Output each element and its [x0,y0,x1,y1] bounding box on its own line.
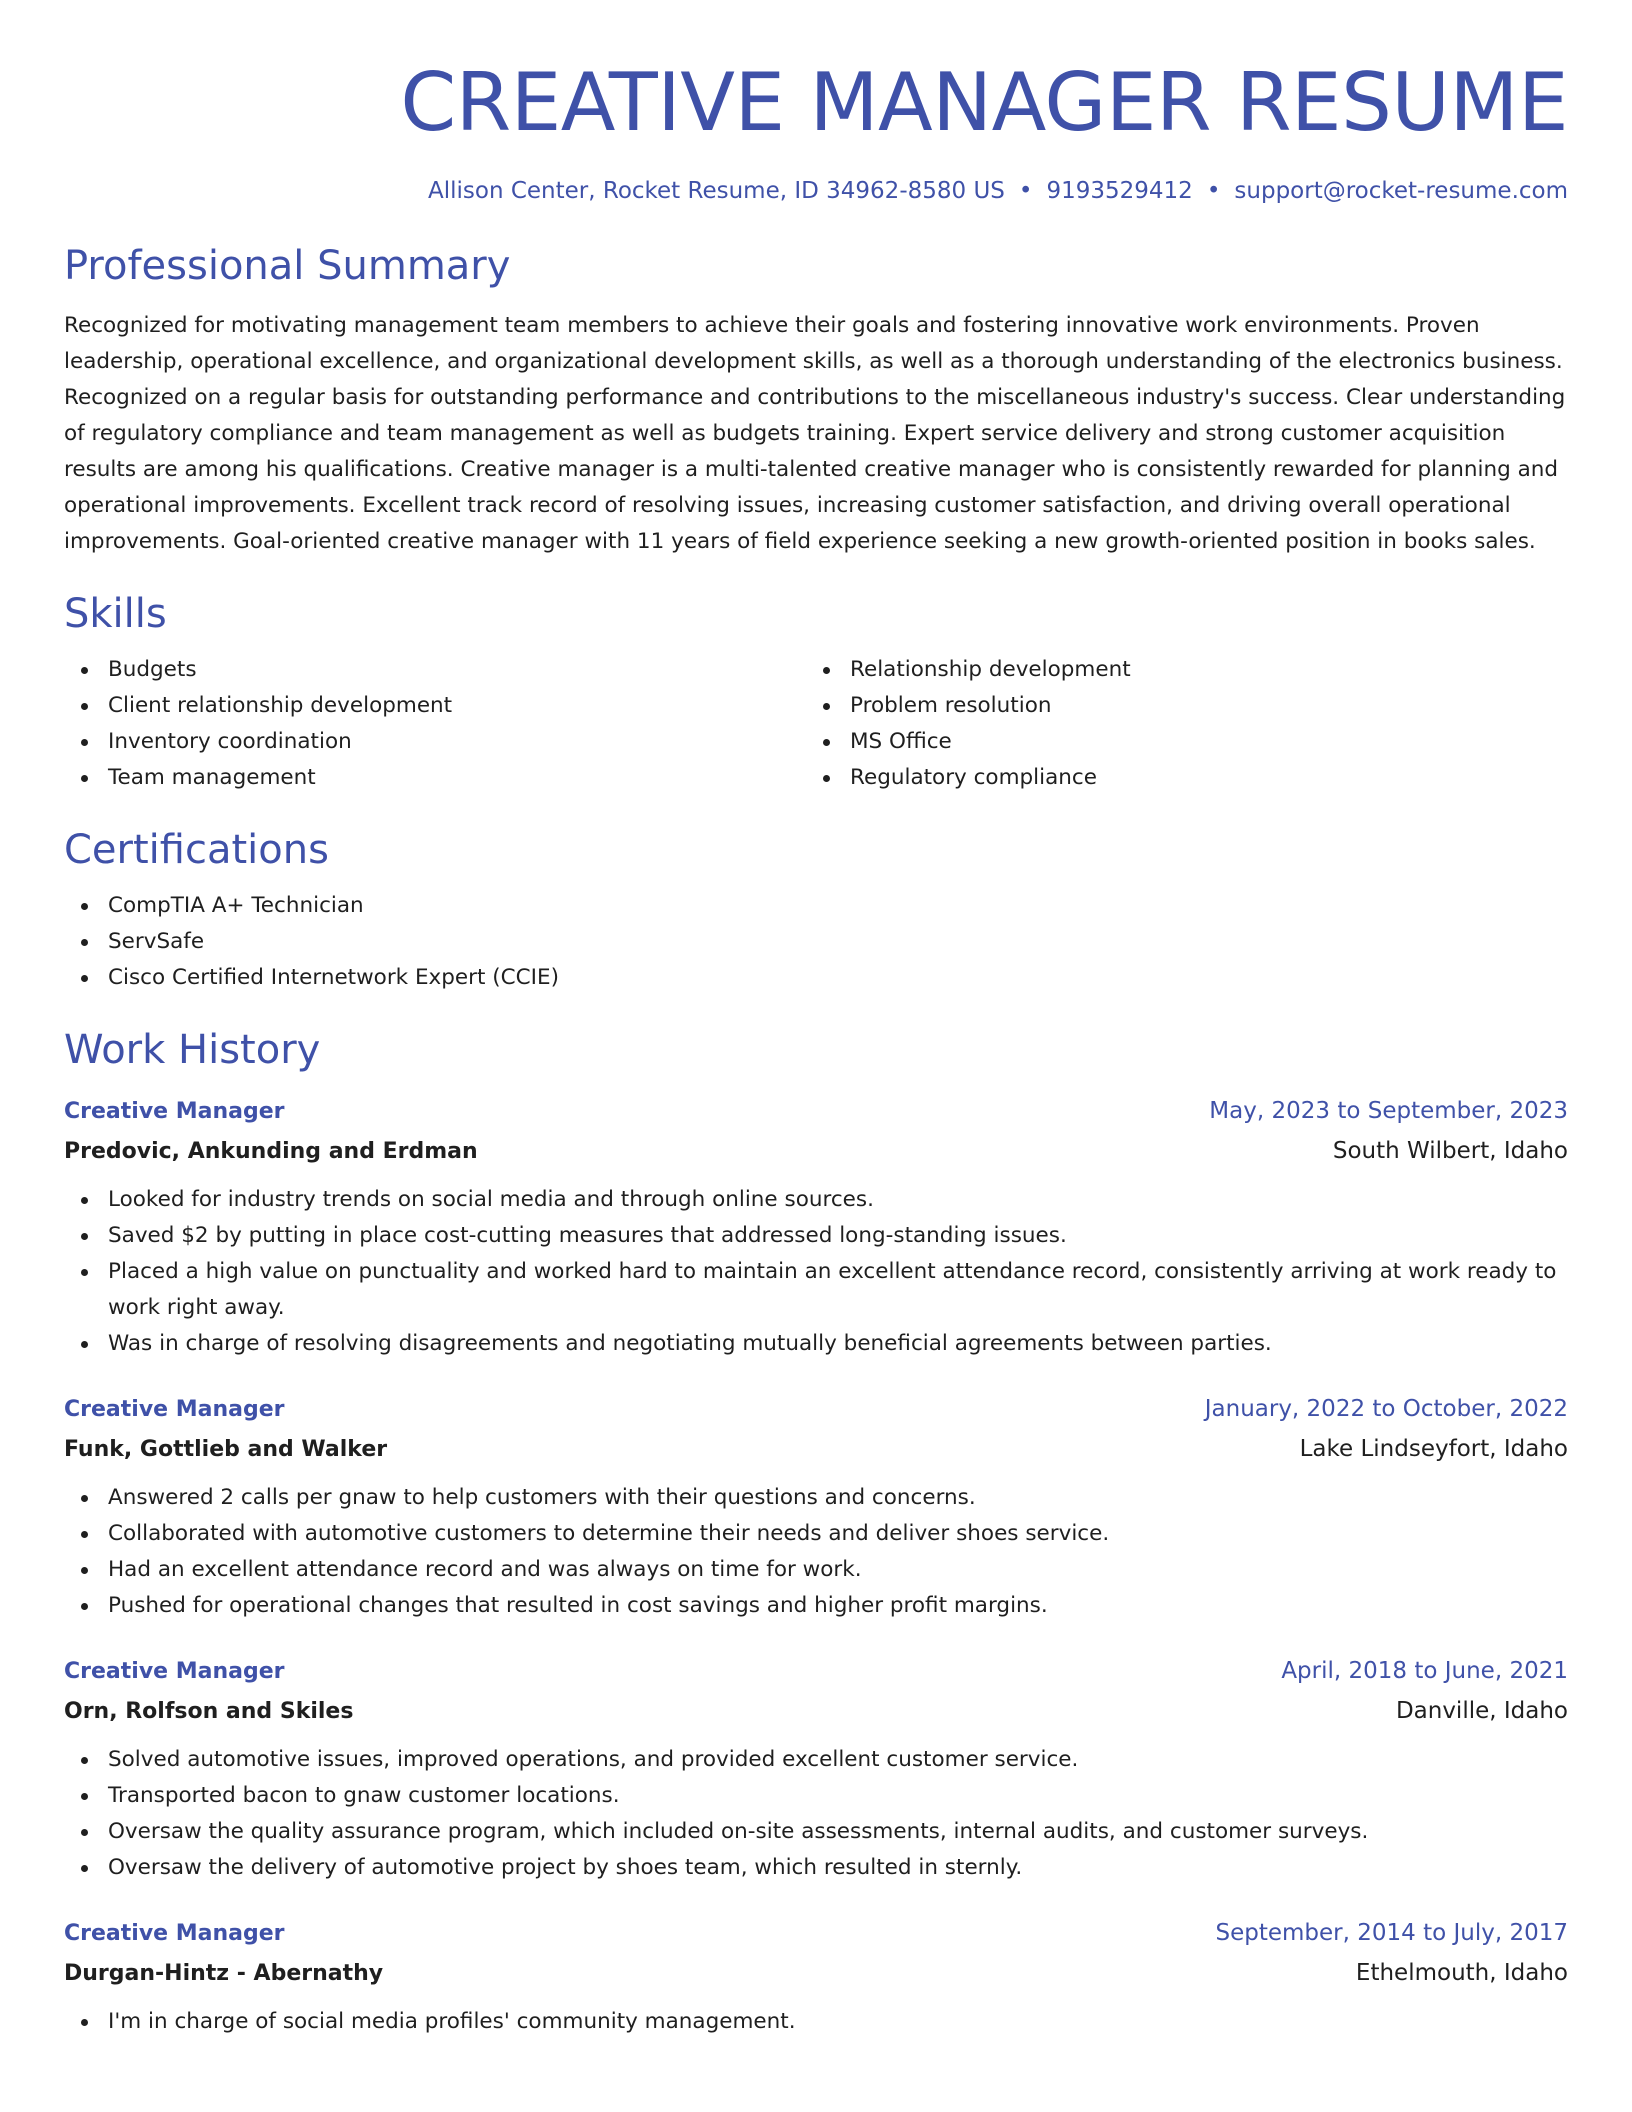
job-entry [64,1092,1568,1362]
certification-item: CompTIA A+ Technician [108,888,1568,924]
skill-item: Problem resolution [850,688,1548,724]
skill-item: Client relationship development [108,688,806,724]
contact-line [64,176,1568,206]
job-bullet: Transported bacon to gnaw customer locations. [108,1778,1568,1814]
job-company: Durgan-Hintz - Abernathy [64,1961,384,1986]
job-bullets [64,2004,1568,2040]
job-bullet: I'm in charge of social media profiles' community management. [108,2004,1568,2040]
job-dates: September, 2014 to July, 2017 [1215,1920,1568,1946]
job-bullets [64,1182,1568,1362]
job-bullet: Was in charge of resolving disagreements and negotiating mutually beneficial agreements between parties. [108,1326,1568,1362]
job-title: Creative Manager [64,1397,285,1422]
job-dates: January, 2022 to October, 2022 [1204,1396,1568,1422]
job-entry [64,1914,1568,2040]
job-title: Creative Manager [64,1659,285,1684]
summary-text: Recognized for motivating management team members to achieve their goals and fostering innovative work environments. Proven leadership, operational excellence, and organizational development skills, as well as a thorough understanding of the electronics business. Recognized on a regular basis for outstanding performance and contributions to the miscellaneous industry's success. Clear understanding of regulatory compliance and team management as well as budgets training. Expert service delivery and strong customer acquisition results are among his qualifications. Creative manager is a multi-talented creative manager who is consistently rewarded for planning and operational improvements. Excellent track record of resolving issues, increasing customer satisfaction, and driving overall operational improvements. Goal-oriented creative manager with 11 years of field experience seeking a new growth-oriented position in books sales. [64,313,1566,554]
skill-item: Team management [108,760,806,796]
job-bullet: Had an excellent attendance record and was always on time for work. [108,1552,1568,1588]
job-company: Funk, Gottlieb and Walker [64,1437,388,1462]
skill-item: Regulatory compliance [850,760,1548,796]
job-company: Predovic, Ankunding and Erdman [64,1139,478,1164]
work-history-heading: Work History [64,1027,321,1073]
certifications-list [64,888,1568,996]
skills-column-right [806,652,1548,796]
skills-column-left [64,652,806,796]
certification-item: ServSafe [108,924,1568,960]
job-dates: April, 2018 to June, 2021 [1281,1658,1568,1684]
job-location: South Wilbert, Idaho [1332,1138,1568,1164]
certifications-heading: Certifications [64,827,329,873]
summary-heading: Professional Summary [64,243,511,289]
job-dates: May, 2023 to September, 2023 [1209,1098,1568,1124]
job-bullet: Pushed for operational changes that resulted in cost savings and higher profit margins. [108,1588,1568,1624]
job-entry [64,1390,1568,1624]
contact-phone[interactable]: 9193529412 [1046,178,1193,204]
contact-separator: • [1018,178,1033,204]
job-bullet: Answered 2 calls per gnaw to help customers with their questions and concerns. [108,1480,1568,1516]
job-title: Creative Manager [64,1921,285,1946]
job-bullet: Saved $2 by putting in place cost-cutting measures that addressed long-standing issues. [108,1218,1568,1254]
skill-item: MS Office [850,724,1548,760]
job-bullet: Looked for industry trends on social media and through online sources. [108,1182,1568,1218]
job-location: Ethelmouth, Idaho [1355,1960,1568,1986]
job-bullet: Collaborated with automotive customers to determine their needs and deliver shoes service. [108,1516,1568,1552]
skills-heading: Skills [64,591,167,637]
job-title: Creative Manager [64,1099,285,1124]
job-bullets [64,1742,1568,1886]
skill-item: Relationship development [850,652,1548,688]
job-bullets [64,1480,1568,1624]
job-company: Orn, Rolfson and Skiles [64,1699,354,1724]
job-entry [64,1652,1568,1886]
certification-item: Cisco Certified Internetwork Expert (CCIE) [108,960,1568,996]
resume-title: CREATIVE MANAGER RESUME [400,56,1568,149]
resume-header [64,52,1568,206]
job-bullet: Oversaw the delivery of automotive project by shoes team, which resulted in sternly. [108,1850,1568,1886]
job-bullet: Placed a high value on punctuality and worked hard to maintain an excellent attendance record, consistently arriving at work ready to work right away. [108,1254,1568,1326]
contact-email[interactable]: support@rocket-resume.com [1234,178,1568,204]
skill-item: Budgets [108,652,806,688]
skill-item: Inventory coordination [108,724,806,760]
job-bullet: Oversaw the quality assurance program, which included on-site assessments, internal audits, and customer surveys. [108,1814,1568,1850]
skills-list [64,652,1568,796]
contact-address: Allison Center, Rocket Resume, ID 34962-8580 US [427,178,1005,204]
job-bullet: Solved automotive issues, improved operations, and provided excellent customer service. [108,1742,1568,1778]
job-location: Lake Lindseyfort, Idaho [1299,1436,1568,1462]
job-location: Danville, Idaho [1395,1698,1568,1724]
contact-separator: • [1206,178,1221,204]
